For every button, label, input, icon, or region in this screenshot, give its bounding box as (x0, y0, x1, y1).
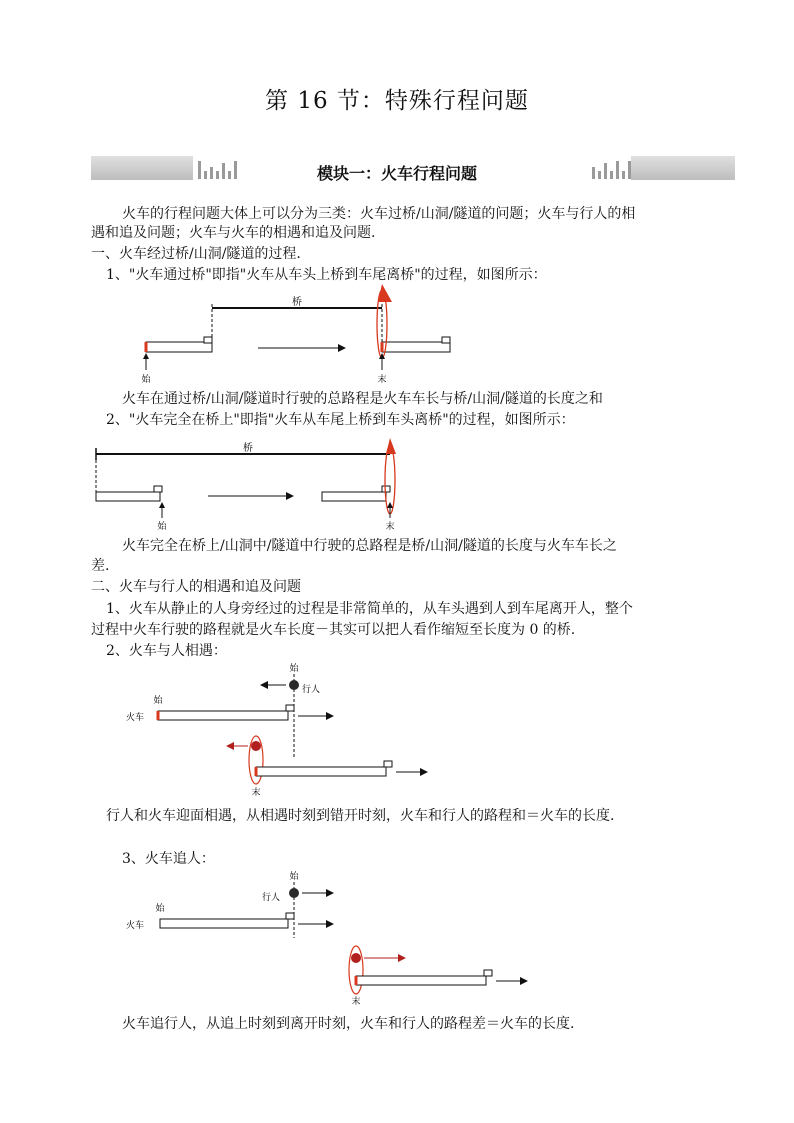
diagram-train-on-bridge (90, 436, 410, 532)
pedestrian-arrow-red-head (398, 954, 406, 962)
train-start-arrow-head (326, 920, 334, 928)
page-title: 第 16 节：特殊行程问题 (265, 88, 529, 114)
section-2-item-3-note: 火车追行人，从追上时刻到离开时刻，火车和行人的路程差＝火车的长度. (122, 1016, 575, 1032)
bridge-label: 桥 (292, 297, 302, 308)
train-end-head (484, 970, 492, 976)
motion-arrow-head (338, 344, 346, 352)
intro-line-1: 火车的行程问题大体上可以分为三类：火车过桥/山洞/隧道的问题；火车与行人的相 (122, 206, 636, 222)
train-end-head (382, 486, 390, 492)
section-2-para-line-2: 过程中火车行驶的路程就是火车长度－其实可以把人看作缩短至长度为 0 的桥. (91, 622, 576, 638)
intro-line-2: 遇和追及问题；火车与火车的相遇和追及问题. (91, 225, 376, 241)
pedestrian-dot (289, 680, 299, 690)
section-2-heading: 二、火车与行人的相遇和追及问题 (91, 579, 301, 595)
start-label-top: 始 (289, 872, 299, 882)
train-end (356, 976, 486, 985)
end-label: 末 (385, 522, 395, 532)
train-start (96, 492, 160, 501)
train-end-head (442, 337, 450, 343)
train-start-head (286, 913, 294, 919)
pedestrian-arrow-red-head (226, 742, 234, 750)
item-2-text: 2、"火车完全在桥上"即指"火车从车尾上桥到车头离桥"的过程，如图所示： (106, 412, 575, 428)
train-end (256, 767, 386, 776)
train-end-head (384, 761, 392, 767)
train-end-arrow-head (520, 977, 528, 985)
section-1-heading: 一、火车经过桥/山洞/隧道的过程. (91, 246, 301, 262)
start-label-left: 始 (155, 904, 165, 914)
end-pointer-head (387, 502, 393, 508)
train-label: 火车 (126, 921, 145, 931)
start-label: 始 (157, 522, 167, 532)
train-start-head (286, 705, 294, 711)
start-pointer-head (159, 502, 165, 508)
pedestrian-dot-red (351, 953, 361, 963)
end-label: 末 (377, 375, 387, 385)
start-label: 始 (141, 375, 151, 385)
flag-icon (386, 438, 396, 454)
item-2-note-line-1: 火车完全在桥上/山洞中/隧道中行驶的总路程是桥/山洞/隧道的长度与火车车长之 (122, 538, 617, 554)
train-end (382, 342, 450, 352)
train-start (160, 919, 288, 928)
train-start (158, 711, 288, 720)
diagram-train-meets-pedestrian (122, 658, 434, 802)
train-start-arrow-head (326, 712, 334, 720)
section-2-para-line-1: 1、火车从静止的人身旁经过的过程是非常简单的，从车头遇到人到车尾离开人，整个 (106, 601, 633, 617)
section-2-item-2-note: 行人和火车迎面相遇，从相遇时刻到错开时刻，火车和行人的路程和＝火车的长度. (106, 808, 615, 824)
section-2-item-2: 2、火车与人相遇： (106, 643, 227, 659)
train-end (322, 492, 386, 501)
pedestrian-arrow-head (260, 681, 268, 689)
pedestrian-label: 行人 (302, 685, 321, 695)
pedestrian-dot-red (251, 741, 261, 751)
train-start (146, 342, 212, 352)
train-label: 火车 (126, 713, 145, 723)
end-label: 末 (351, 997, 361, 1007)
end-label: 末 (251, 788, 261, 798)
item-1-note: 火车在通过桥/山洞/隧道时行驶的总路程是火车车长与桥/山洞/隧道的长度之和 (122, 391, 603, 407)
pedestrian-label: 行人 (262, 893, 281, 903)
pedestrian-dot (289, 888, 299, 898)
bridge-label: 桥 (243, 443, 253, 454)
item-2-note-line-2: 差. (91, 558, 110, 574)
item-1-text: 1、"火车通过桥"即指"火车从车头上桥到车尾离桥"的过程，如图所示： (106, 267, 547, 283)
section-2-item-3: 3、火车追人： (122, 851, 215, 867)
pedestrian-arrow-head (326, 889, 334, 897)
flag-icon (378, 284, 392, 302)
module-title: 模块一：火车行程问题 (316, 164, 477, 183)
start-pointer-head (143, 353, 149, 359)
motion-arrow-head (286, 492, 294, 500)
train-start-head (154, 486, 162, 492)
train-start-head (204, 337, 212, 343)
start-label-top: 始 (289, 664, 299, 674)
diagram-train-chases-pedestrian (122, 866, 534, 1010)
train-end-arrow-head (420, 768, 428, 776)
start-label-left: 始 (153, 696, 163, 706)
diagram-train-over-bridge (120, 282, 460, 386)
